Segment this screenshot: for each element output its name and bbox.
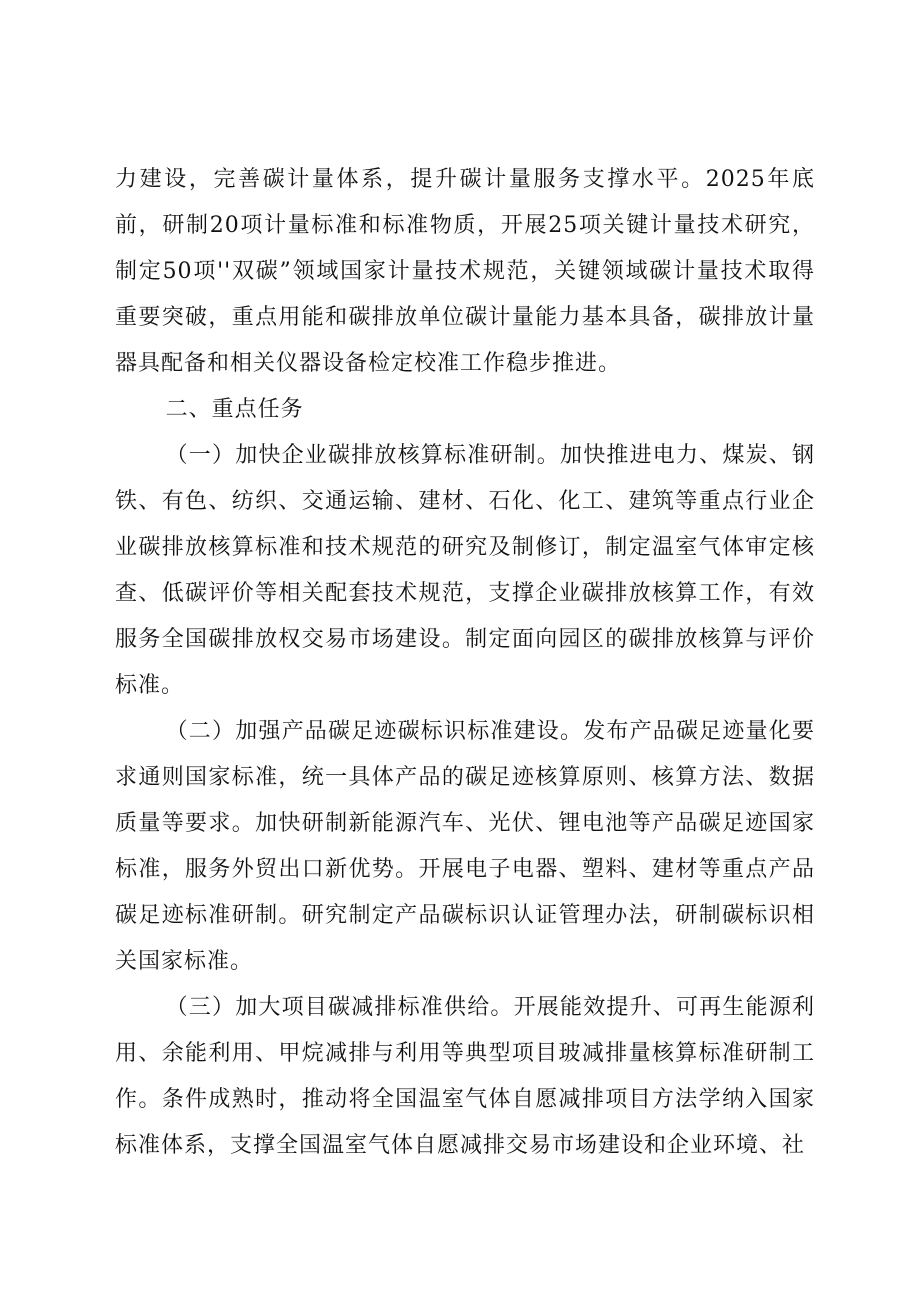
document-body — [115, 157, 815, 1169]
paragraph-task-1: （一）加快企业碳排放核算标准研制。加快推进电力、煤炭、钢铁、有色、纺织、交通运输、建材、石化、化工、建筑等重点行业企业碳排放核算标准和技术规范的研究及制修订，制定温室气体审定核查、低碳评价等相关配套技术规范，支撑企业碳排放核算工作，有效服务全国碳排放权交易市场建设。制定面向园区的碳排放核算与评价标准。 — [115, 443, 815, 698]
paragraph-task-2: （二）加强产品碳足迹碳标识标准建设。发布产品碳足迹量化要求通则国家标准，统一具体产品的碳足迹核算原则、核算方法、数据质量等要求。加快研制新能源汽车、光伏、锂电池等产品碳足迹国家标准，服务外贸出口新优势。开展电子电器、塑料、建材等重点产品碳足迹标准研制。研究制定产品碳标识认证管理办法，研制碳标识相关国家标准。 — [115, 719, 815, 974]
paragraph-continuation: 力建设，完善碳计量体系，提升碳计量服务支撑水平。2025年底前，研制20项计量标准和标准物质，开展25项关键计量技术研究，制定50项''双碳”领域国家计量技术规范，关键领域碳计量技术取得重要突破，重点用能和碳排放单位碳计量能力基本具备，碳排放计量器具配备和相关仪器设备检定校准工作稳步推进。 — [115, 167, 815, 376]
paragraph-task-3: （三）加大项目碳减排标准供给。开展能效提升、可再生能源利用、余能利用、甲烷减排与利用等典型项目玻减排量核算标准研制工作。条件成熟时，推动将全国温室气体自愿减排项目方法学纳入国家标准体系，支撑全国温室气体自愿减排交易市场建设和企业环境、社 — [115, 995, 815, 1158]
section-heading: 二、重点任务 — [165, 397, 304, 422]
